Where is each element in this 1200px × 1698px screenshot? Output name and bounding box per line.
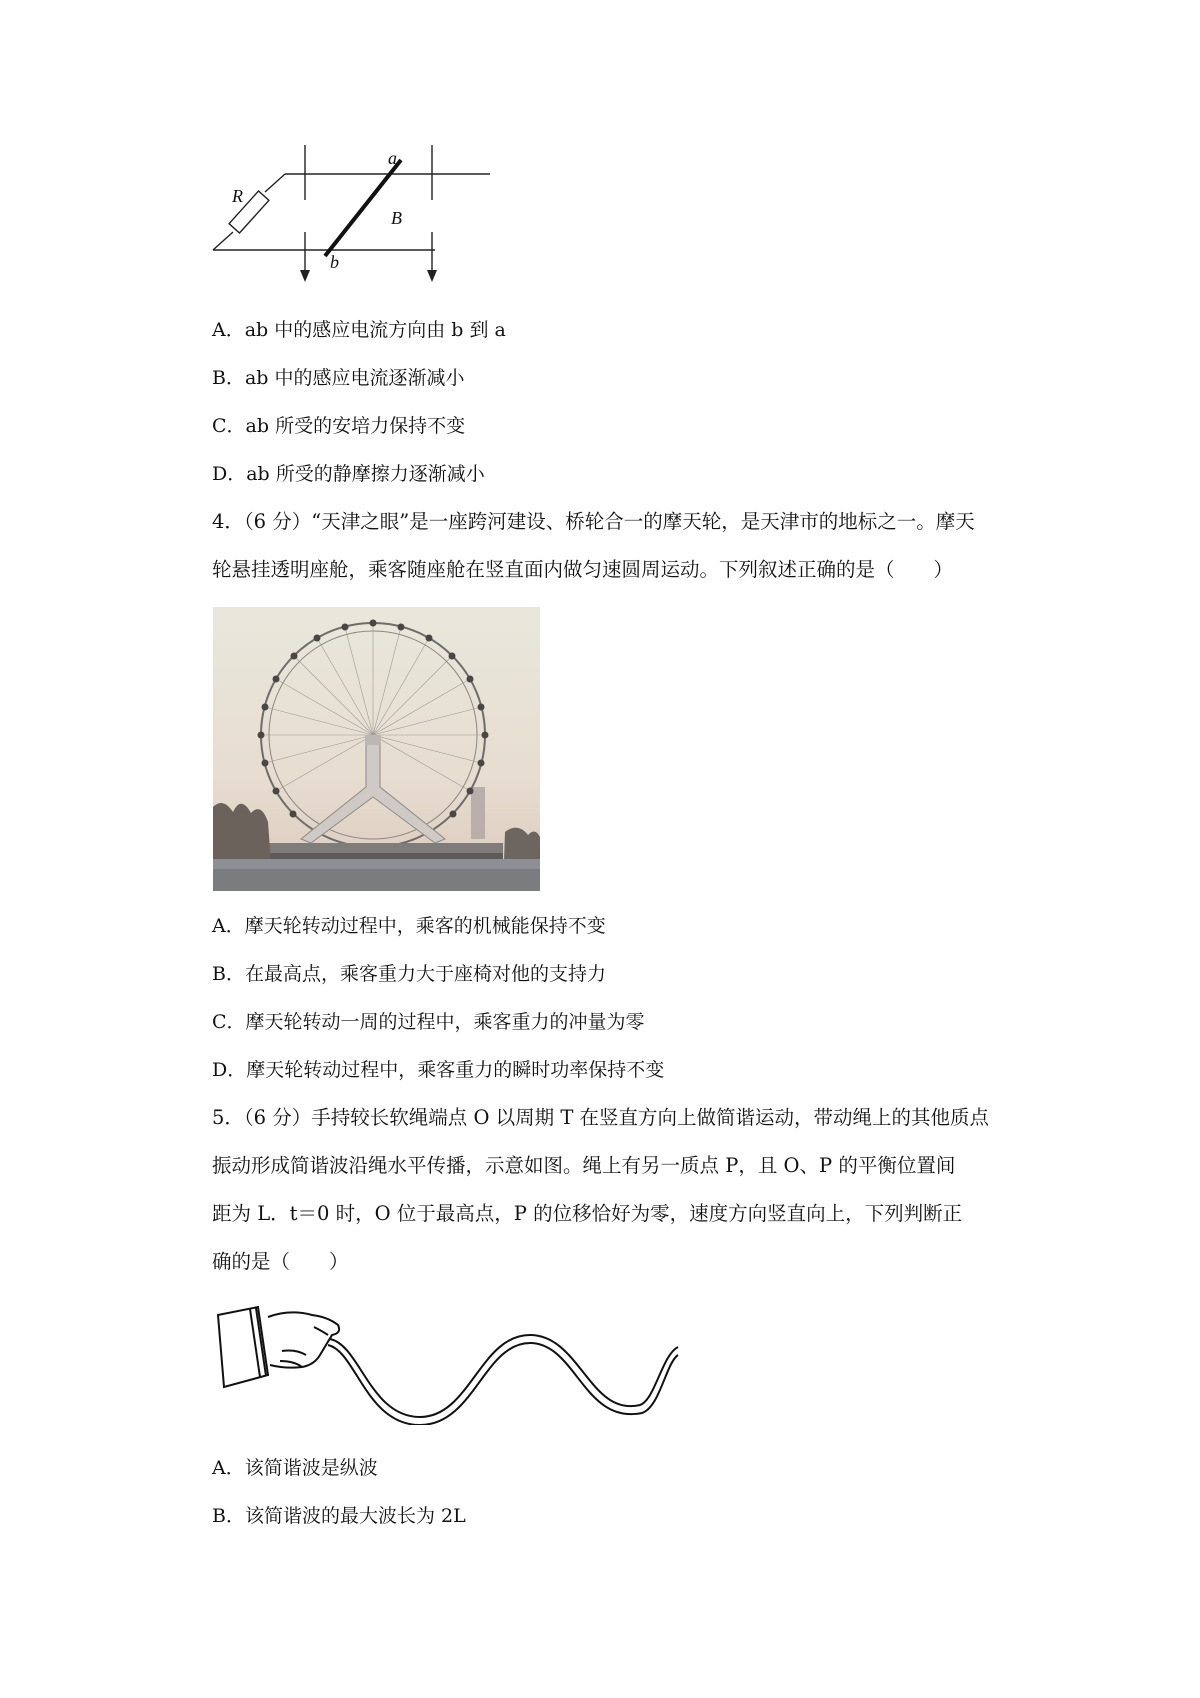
q4-stem-line1: 4．（6 分）“天津之眼”是一座跨河建设、桥轮合一的摩天轮，是天津市的地标之一。摩天 — [212, 510, 975, 533]
q5-stem-line4: 确的是（ ） — [212, 1250, 349, 1273]
q4-option-c: C．摩天轮转动一周的过程中，乘客重力的冲量为零 — [212, 1011, 645, 1033]
q5-stem-line1: 5．（6 分）手持较长软绳端点 O 以周期 T 在竖直方向上做简谐运动，带动绳上的其他质点 — [212, 1106, 990, 1129]
q4-option-b: B．在最高点，乘客重力大于座椅对他的支持力 — [212, 963, 606, 985]
q3-option-a: A．ab 中的感应电流方向由 b 到 a — [212, 319, 506, 341]
circuit-figure — [205, 140, 505, 290]
label-a: a — [388, 148, 397, 168]
q4-option-a: A．摩天轮转动过程中，乘客的机械能保持不变 — [212, 915, 606, 937]
q4-option-d: D．摩天轮转动过程中，乘客重力的瞬时功率保持不变 — [212, 1059, 665, 1081]
q5-stem-line2: 振动形成简谐波沿绳水平传播，示意如图。绳上有另一质点 P，且 O、P 的平衡位置间 — [212, 1154, 956, 1177]
q5-option-a: A．该简谐波是纵波 — [212, 1457, 378, 1479]
q3-option-c: C．ab 所受的安培力保持不变 — [212, 415, 466, 437]
q3-option-b: B．ab 中的感应电流逐渐减小 — [212, 367, 465, 389]
q5-option-b: B．该简谐波的最大波长为 2L — [212, 1505, 466, 1527]
label-b: b — [330, 252, 339, 272]
hand-rope-wave-figure — [210, 1305, 680, 1425]
q4-stem-line2: 轮悬挂透明座舱，乘客随座舱在竖直面内做匀速圆周运动。下列叙述正确的是（ ） — [212, 558, 954, 581]
q3-option-d: D．ab 所受的静摩擦力逐渐减小 — [212, 463, 485, 485]
ferris-wheel-photo — [213, 607, 540, 891]
label-R: R — [232, 186, 243, 206]
q5-stem-line3: 距为 L．t＝0 时，O 位于最高点，P 的位移恰好为零，速度方向竖直向上，下列判断正 — [212, 1202, 963, 1225]
label-B: B — [391, 208, 402, 228]
